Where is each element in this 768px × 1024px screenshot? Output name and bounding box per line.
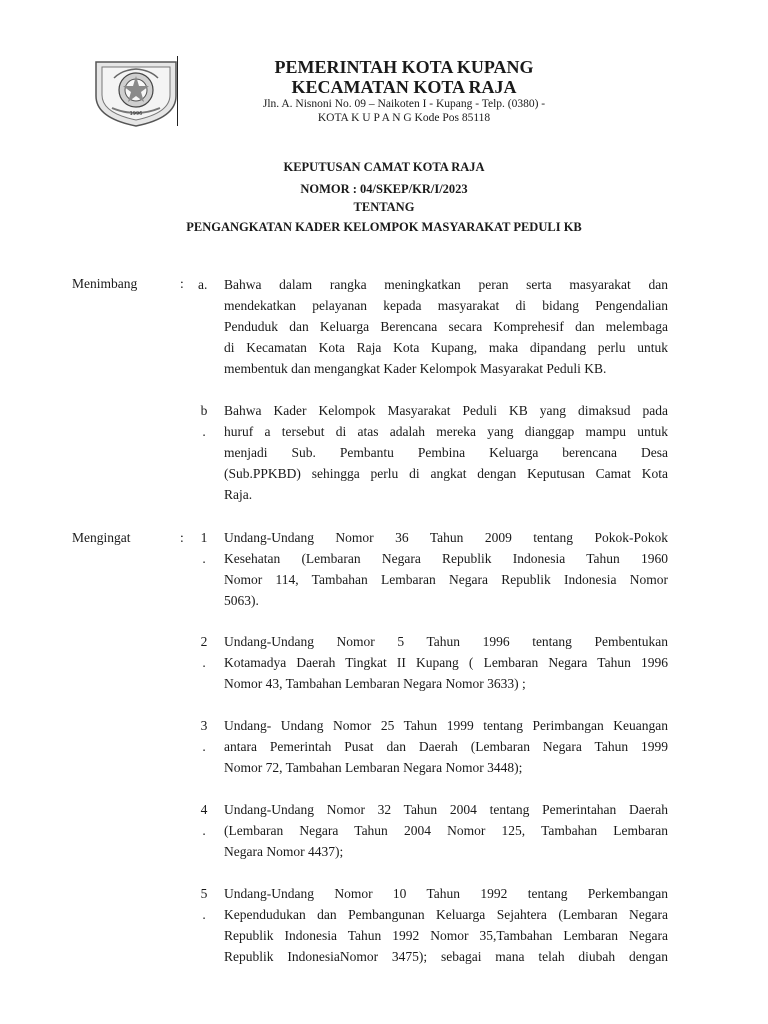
svg-text:1996: 1996 — [129, 111, 143, 117]
decree-about: TENTANG — [353, 200, 415, 214]
paragraph-line: membentuk dan mengangkat Kader Kelompok Masyarakat Peduli KB. — [224, 361, 607, 376]
section-colon: : — [180, 276, 184, 291]
decree-number: NOMOR : 04/SKEP/KR/I/2023 — [300, 182, 468, 196]
item-number — [198, 883, 210, 925]
paragraph-line: Nomor 72, Tambahan Lembaran Negara Nomor 3448); — [224, 760, 523, 775]
paragraph-line: di Kecamatan Kota Raja Kota Kupang, maka dipandang perlu untuk — [224, 340, 668, 355]
paragraph-line: Kotamadya Daerah Tingkat II Kupang ( Lembaran Negara Tahun 1996 — [224, 655, 668, 670]
legal-basis-5 — [224, 883, 668, 967]
section-label-menimbang: Menimbang — [72, 276, 138, 291]
section-colon: : — [180, 530, 184, 545]
item-dot: . — [202, 655, 206, 670]
paragraph-line: Undang-Undang Nomor 5 Tahun 1996 tentang Pembentukan — [224, 634, 668, 649]
item-marker: a. — [198, 277, 208, 292]
legal-basis-4 — [224, 799, 668, 862]
legal-basis-1 — [224, 527, 668, 611]
item-number — [198, 527, 210, 569]
item-dot: . — [202, 424, 206, 439]
decree-subject: PENGANGKATAN KADER KELOMPOK MASYARAKAT PEDULI KB — [186, 220, 582, 234]
legal-basis-2 — [224, 631, 668, 694]
paragraph-line: Penduduk dan Keluarga Berencana secara Komprehesif dan melembaga — [224, 319, 668, 334]
address-line-2: KOTA K U P A N G Kode Pos 85118 — [317, 112, 491, 124]
item-dot: . — [202, 551, 206, 566]
item-marker — [198, 400, 210, 442]
section-label-mengingat: Mengingat — [72, 530, 131, 545]
paragraph-line: Bahwa dalam rangka meningkatkan peran serta masyarakat dan — [224, 277, 668, 292]
item-dot: . — [202, 907, 206, 922]
item-number — [198, 799, 210, 841]
paragraph-line: (Sub.PPKBD) sehingga perlu di angkat dengan Keputusan Camat Kota — [224, 466, 668, 481]
paragraph-line: Nomor 43, Tambahan Lembaran Negara Nomor 3633) ; — [224, 676, 526, 691]
consideration-paragraph-a — [224, 274, 668, 379]
paragraph-line: Raja. — [224, 487, 253, 502]
paragraph-line: Bahwa Kader Kelompok Masyarakat Peduli KB yang dimaksud pada — [224, 403, 668, 418]
item-dot: . — [202, 823, 206, 838]
paragraph-line: Undang- Undang Nomor 25 Tahun 1999 tentang Perimbangan Keuangan — [224, 718, 668, 733]
paragraph-line: Undang-Undang Nomor 32 Tahun 2004 tentang Pemerintahan Daerah — [224, 802, 668, 817]
paragraph-line: Undang-Undang Nomor 10 Tahun 1992 tentang Perkembangan — [224, 886, 668, 901]
government-name: PEMERINTAH KOTA KUPANG — [274, 57, 534, 77]
address-line-1: Jln. A. Nisnoni No. 09 – Naikoten I - Kupang - Telp. (0380) - — [262, 98, 546, 110]
paragraph-line: Republik IndonesiaNomor 3475); sebagai mana telah diubah dengan — [224, 949, 668, 964]
paragraph-line: Kesehatan (Lembaran Negara Republik Indonesia Tahun 1960 — [224, 551, 668, 566]
paragraph-line: mendekatkan pelayanan kepada masyarakat di bidang Pengendalian — [224, 298, 668, 313]
consideration-paragraph-b — [224, 400, 668, 505]
kupang-city-seal — [92, 56, 180, 128]
paragraph-line: huruf a tersebut di atas adalah mereka yang dianggap mampu untuk — [224, 424, 668, 439]
item-number-digit: 3 — [200, 718, 208, 733]
paragraph-line: Nomor 114, Tambahan Lembaran Negara Republik Indonesia Nomor — [224, 572, 668, 587]
item-number-digit: 5 — [200, 886, 208, 901]
letterhead — [200, 57, 608, 125]
paragraph-line: menjadi Sub. Pembantu Pembina Keluarga berencana Desa — [224, 445, 668, 460]
item-number-digit: 4 — [200, 802, 208, 817]
paragraph-line: 5063). — [224, 593, 259, 608]
district-name: KECAMATAN KOTA RAJA — [291, 77, 517, 97]
item-dot: . — [202, 739, 206, 754]
legal-basis-3 — [224, 715, 668, 778]
paragraph-line: Negara Nomor 4437); — [224, 844, 344, 859]
decree-title: KEPUTUSAN CAMAT KOTA RAJA — [283, 160, 485, 174]
item-number — [198, 715, 210, 757]
paragraph-line: Republik Indonesia Tahun 1992 Nomor 35,Tambahan Lembaran Negara — [224, 928, 668, 943]
item-letter: b — [200, 403, 208, 418]
item-number-digit: 1 — [200, 530, 208, 545]
item-number — [198, 631, 210, 673]
item-number-digit: 2 — [200, 634, 208, 649]
letterhead-divider — [177, 56, 178, 126]
paragraph-line: (Lembaran Negara Tahun 2004 Nomor 125, Tambahan Lembaran — [224, 823, 668, 838]
paragraph-line: antara Pemerintah Pusat dan Daerah (Lembaran Negara Tahun 1999 — [224, 739, 668, 754]
paragraph-line: Kependudukan dan Pembangunan Keluarga Sejahtera (Lembaran Negara — [224, 907, 668, 922]
paragraph-line: Undang-Undang Nomor 36 Tahun 2009 tentang Pokok-Pokok — [224, 530, 668, 545]
